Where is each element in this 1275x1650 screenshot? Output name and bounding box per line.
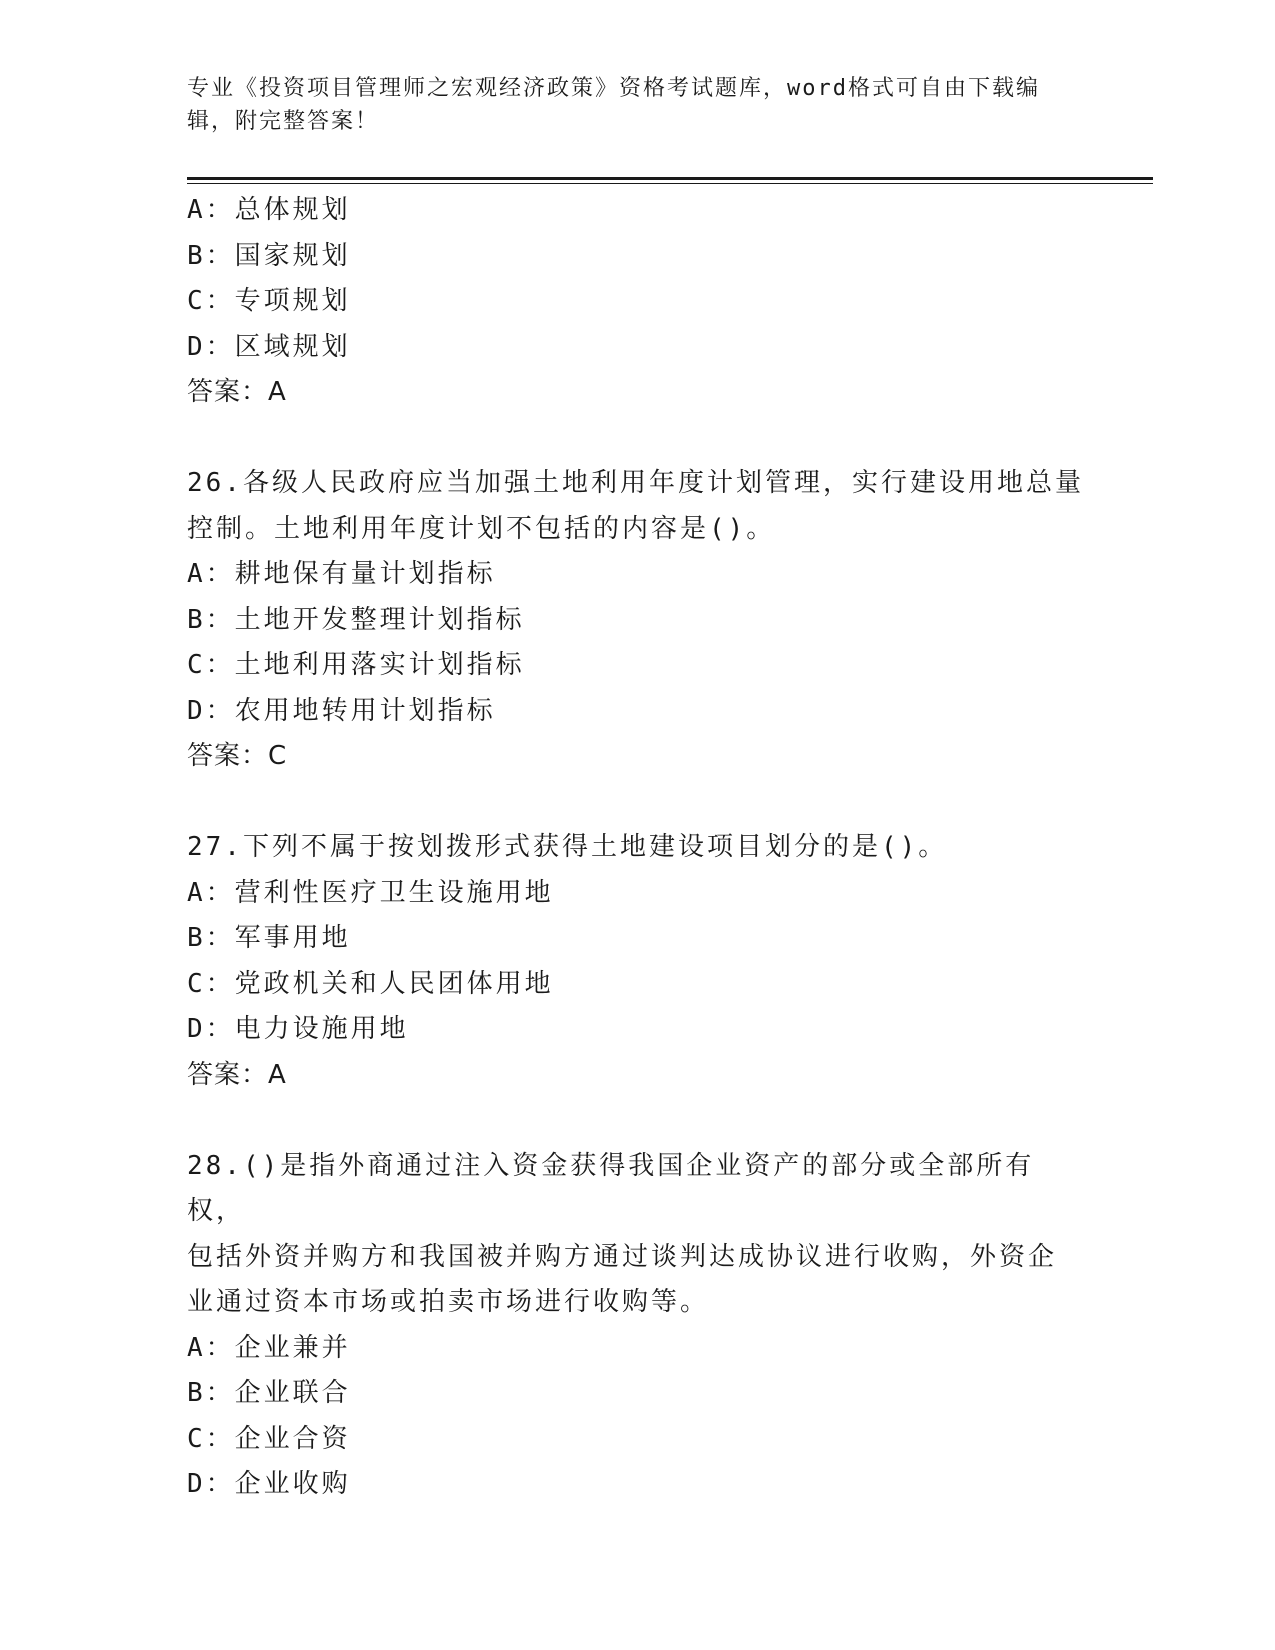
spacer xyxy=(187,1098,1087,1144)
option-b: B：国家规划 xyxy=(187,240,351,271)
option-d: D：农用地转用计划指标 xyxy=(187,695,496,726)
answer: 答案：C xyxy=(187,741,288,771)
header-divider-thin xyxy=(187,183,1153,184)
question-stem-line: 28.()是指外商通过注入资金获得我国企业资产的部分或全部所有权， xyxy=(187,1150,1035,1226)
option-b: B：土地开发整理计划指标 xyxy=(187,604,525,635)
option-c: C：土地利用落实计划指标 xyxy=(187,650,525,680)
question-list xyxy=(187,188,1087,1508)
question-27 xyxy=(187,825,1087,1098)
header-divider-thick xyxy=(187,177,1153,180)
question-stem-line: 27.下列不属于按划拨形式获得土地建设项目划分的是()。 xyxy=(187,832,948,862)
header-line-2: 辑，附完整答案！ xyxy=(187,109,380,134)
option-a: A：企业兼并 xyxy=(187,1332,351,1363)
spacer xyxy=(187,416,1087,462)
question-26 xyxy=(187,461,1087,780)
question-stem-line: 26.各级人民政府应当加强土地利用年度计划管理，实行建设用地总量 xyxy=(187,468,1084,498)
option-d: D：区域规划 xyxy=(187,331,351,362)
question-25 xyxy=(187,188,1087,416)
option-a: A：耕地保有量计划指标 xyxy=(187,559,496,589)
header-line-1: 专业《投资项目管理师之宏观经济政策》资格考试题库，word格式可自由下载编 xyxy=(187,76,1040,101)
option-d: D：电力设施用地 xyxy=(187,1014,409,1044)
option-a: A：总体规划 xyxy=(187,195,351,225)
option-c: C：党政机关和人民团体用地 xyxy=(187,968,554,999)
question-stem-line: 控制。土地利用年度计划不包括的内容是()。 xyxy=(187,513,776,544)
answer: 答案：A xyxy=(187,377,287,407)
question-stem-line: 包括外资并购方和我国被并购方通过谈判达成协议进行收购，外资企 xyxy=(187,1241,1058,1272)
question-stem-line: 业通过资本市场或拍卖市场进行收购等。 xyxy=(187,1287,710,1317)
option-b: B：军事用地 xyxy=(187,923,351,953)
option-c: C：企业合资 xyxy=(187,1423,351,1454)
answer: 答案：A xyxy=(187,1059,287,1090)
option-c: C：专项规划 xyxy=(187,286,351,316)
question-28 xyxy=(187,1144,1087,1508)
option-b: B：企业联合 xyxy=(187,1378,351,1408)
document-header xyxy=(187,72,1067,138)
option-d: D：企业收购 xyxy=(187,1469,351,1499)
spacer xyxy=(187,780,1087,826)
option-a: A：营利性医疗卫生设施用地 xyxy=(187,877,554,908)
